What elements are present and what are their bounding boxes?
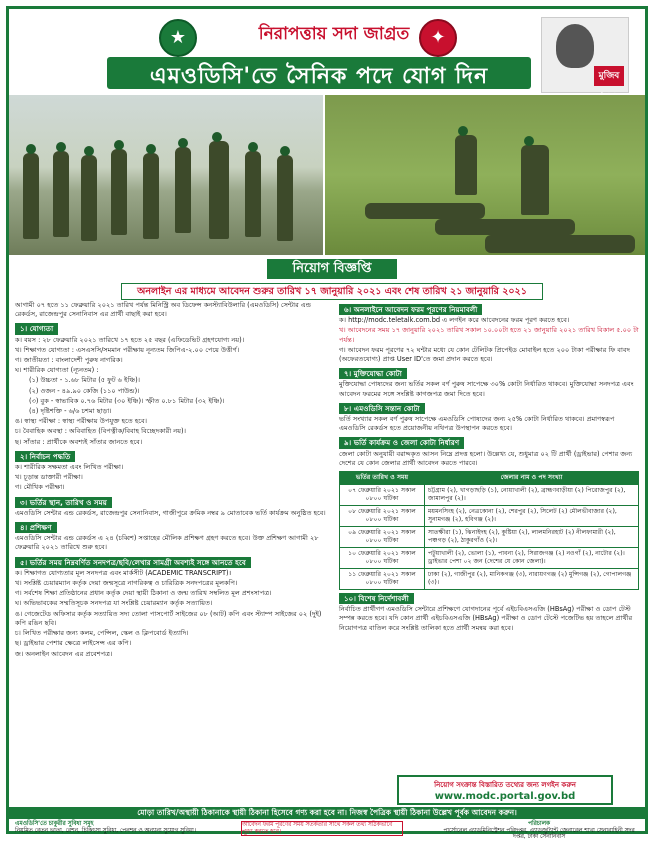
portrait-image: [541, 17, 629, 93]
list-item: (৩) বুক - স্বাভাবিক ০.৭৬ মিটার (৩০ ইঞ্চি)। স্ফীত ০.৮১ মিটার (৩২ ইঞ্চি)।: [29, 396, 225, 405]
table-cell-date: ১১ ফেব্রুয়ারি ২০২১ সকাল ০৮০০ ঘটিকা: [340, 569, 425, 590]
issuer-box: [439, 821, 639, 840]
table-row: [340, 569, 639, 590]
section-text: এমওডিসি সেন্টার এন্ড রেকর্ডস এ ২৪ (চব্বিশ) সপ্তাহের মৌলিক প্রশিক্ষণ গ্রহণ করতে হবে। উক্ত প্রশিক্ষণ আগামী ২৮ ফেব্রুয়ারি ২০২১ তারিখে শুরু হবে।: [15, 534, 319, 552]
list-item: (৪) দৃষ্টিশক্তি - ৬/৬ চশমা ছাড়া।: [29, 407, 112, 416]
prone-soldier-figure: [435, 219, 575, 235]
photo-strip: [9, 95, 645, 255]
table-cell-districts: ঢাকা (২), গাজীপুর (২), মানিকগঞ্জ (৩), নারায়ণগঞ্জ (২) মুন্সিগঞ্জ (২), গোপালগঞ্জ (৩)।: [425, 569, 639, 590]
list-item: ঘ। শারীরিক যোগ্যতা (ন্যূনতম) :: [15, 366, 99, 375]
soldier-figure: [209, 141, 229, 239]
list-item: গ। মৌখিক পরীক্ষা।: [15, 483, 65, 492]
soldier-figure: [23, 153, 39, 239]
mujib-100-badge: মুজিব: [594, 66, 624, 86]
district-quota-table: [339, 471, 639, 590]
section-heading: ১০। বিশেষ নির্দেশাবলী: [339, 593, 414, 604]
list-item: খ। চূড়ান্ত ডাক্তারী পরীক্ষা।: [15, 473, 83, 482]
title-banner: [107, 57, 531, 89]
portal-box: [397, 775, 613, 805]
benefits-text: নিয়মিত বেতন ভাতা, রেশন, চিকিৎসা সুবিধা, পেনশন ও অন্যান্য সুযোগ সুবিধা।: [15, 827, 196, 834]
table-cell-districts: চট্টগ্রাম (২), খাগড়াছড়ি (১), নোয়াখালী (২), ব্রাহ্মণবাড়ীয়া (২) পিরোজপুর (২), জামালপুর (২)।: [425, 485, 639, 506]
intro-text: আগামী ০৭ হতে ১১ ফেব্রুয়ারি ২০২১ তারিখ পর্যন্ত মিনিস্ট্রি অব ডিফেন্স কনস্ট্যাবিউলারি (এমওডিসি) সেন্টার এন্ড রেকর্ডস, রাজেন্দ্রপুর সেনানিবাস এর প্রার্থী বাছাই করা হবে।: [15, 301, 312, 319]
left-column: [15, 301, 329, 660]
table-header: ভর্তির তারিখ ও সময়: [340, 472, 425, 485]
soldier-figure: [455, 135, 477, 195]
table-cell-districts: পটুয়াখালী (২), ভোলা (১), পাবনা (২), সিরাজগঞ্জ (২) নওগাঁ (২), নাটোর (২)। ড্রাইভার পেশা ০২ জন (দেশের যে কোন জেলা)।: [425, 548, 639, 569]
marching-soldiers-photo: [9, 95, 323, 255]
modc-emblem-icon: ✦: [419, 19, 457, 57]
benefits-heading: এমওডিসি'তে চাকুরীর সুবিধা সমূহ: [15, 821, 94, 827]
address-warning-bar: মোড়া তারিখ/অস্থায়ী ঠিকানাকে স্থায়ী ঠিকানা হিসেবে গণ্য করা হবে না। নিজস্ব পৈত্রিক স্থায়ী ঠিকানা উল্লেখ পূর্বক আবেদন করুন।: [9, 807, 645, 819]
section-heading: ১। যোগ্যতা: [15, 323, 58, 334]
list-item: খ। সংশ্লিষ্ট চেয়ারম্যান কর্তৃক দেয়া জন্মসূত্রে নাগরিকত্ব ও চারিত্রিক সনদপত্রের মূলকপি।: [15, 579, 238, 588]
table-cell-districts: ময়মনসিংহ (২), নেত্রকোনা (২), শেরপুর (২), সিলেট (২) মৌলভীবাজার (২), সুনামগঞ্জ (২), হবিগঞ্জ (২)।: [425, 506, 639, 527]
table-cell-districts: সাতক্ষীরা (১), ঝিনাইদহ (২), কুষ্টিয়া (২), লালমনিরহাট (২) নীলফামারী (২), পঞ্চগড় (২), ঠাকুরগাঁও (২)।: [425, 527, 639, 548]
table-cell-date: ০৯ ফেব্রুয়ারি ২০২১ সকাল ০৮০০ ঘটিকা: [340, 527, 425, 548]
issuer-address: পার্সোনেল এ্যাডমিনিস্ট্রেশন পরিদপ্তর, এ্যাডজুট্যান্ট জেনারেল শাখা সেনাবাহিনী সদর দপ্তর, ঢাকা সেনানিবাস: [443, 827, 635, 840]
list-item: গ। আবেদন ফরম পূরণের ৭২ ঘন্টার মধ্যে যে কোন টেলিটক প্রিপেইড মোবাইল হতে ২০০ টাকা পরীক্ষার ফি বাবদ (অফেরতযোগ্য) প্রাপ্ত User ID'তে জমা প্রদান করতে হবে।: [339, 345, 631, 364]
section-text: জেলা কোটা অনুযায়ী বরাদ্দকৃত আসন নিম্নে প্রদত্ত হলো। উল্লেখ্য যে, শুধুমাত্র ০২ টি প্রার্থী (ড্রাইভার) পেশার জন্য দেশের যে কোন জেলার প্রার্থী আবেদন করতে পারবে।: [339, 449, 633, 467]
table-row: [340, 527, 639, 548]
list-item: চ। বৈবাহিক অবস্থা : অবিবাহিত (বিপত্নীক/বিবাহ বিচ্ছেদকারী নয়)।: [15, 427, 186, 436]
list-item: জ। অনলাইন আবেদন এর প্রবেশপত্র।: [15, 649, 113, 658]
issuer-title: পরিচালক: [528, 821, 550, 827]
section-heading: ৪। প্রশিক্ষণ: [15, 522, 57, 533]
list-item: গ। জাতীয়তা : বাংলাদেশী পুরুষ নাগরিক।: [15, 356, 123, 365]
section-text: নির্বাচিত প্রার্থীগণ এমওডিসি সেন্টারে প্রশিক্ষণে যোগদানের পূর্বে এইচবিএসএজি (HBsAg) পরীক্ষা ও ডোপ টেস্ট সম্পন্ন করতে হবে। যদি কোন প্রার্থী এইচবিএসএজি (HBsAg) পরীক্ষা ও ডোপ টেস্টে পজেটিভ হয় তাহলে প্রার্থীর নিয়োগপত্র বাতিল করে সংশ্লিষ্ট তালিকা হতে প্রার্থী সমন্বয় করা হবে।: [339, 605, 633, 632]
section-text: ভর্তি সংখ্যার সকল বর্ণ পুরুষ সাপেক্ষে এমওডিসি পোষ্যদের জন্য ২৫% কোটা নির্ধারিত থাকবে। প্রমাণস্বরূপ এমওডিসি রেকর্ডস হতে প্রয়োজনীয় নথিপত্র উপস্থাপন করতে হবে।: [339, 415, 615, 433]
section-heading: ৮। এমওডিসি সন্তান কোটা: [339, 403, 425, 414]
right-column: [339, 301, 639, 634]
table-cell-date: ১০ ফেব্রুয়ারি ২০২১ সকাল ০৮০০ ঘটিকা: [340, 548, 425, 569]
portrait-face: [556, 24, 594, 68]
application-dates: অনলাইন এর মাধ্যমে আবেদন শুরুর তারিখ ১৭ জানুয়ারি ২০২১ এবং শেষ তারিখ ২১ জানুয়ারি ২০২১: [121, 283, 543, 300]
list-item: চ। লিখিত পরীক্ষার জন্য কলম, পেন্সিল, স্কেল ও ক্লিপবোর্ড ইত্যাদি।: [15, 629, 189, 638]
list-item: ঙ। গেজেটেড অফিসার কর্তৃক সত্যায়িত সদ্য তোলা পাসপোর্ট সাইজের ০৮ (আট) কপি এবং স্ট্যাম্প সাইজের ০২ (দুই) কপি রঙিন ছবি।: [15, 609, 322, 627]
section-heading: ৩। ভর্তির স্থান, তারিখ ও সময়: [15, 497, 112, 508]
list-item: খ। আবেদনের সময় ১৭ জানুয়ারি ২০২১ তারিখ সকাল ১০.০০টা হতে ২১ জানুয়ারি ২০২১ তারিখ বিকাল ৫.০০ টা পর্যন্ত।: [339, 326, 639, 344]
army-emblem-icon: ★: [159, 19, 197, 57]
soldier-figure: [111, 149, 127, 235]
portal-link[interactable]: www.modc.portal.gov.bd: [434, 791, 576, 802]
list-item: ক। শারীরিক সক্ষমতা এবং লিখিত পরীক্ষা।: [15, 463, 124, 472]
motto: নিরাপত্তায় সদা জাগ্রত: [258, 24, 410, 44]
table-row: [340, 506, 639, 527]
list-item: ছ। ড্রাইভার পেশার ক্ষেত্রে লাইসেন্স এর কপি।: [15, 639, 132, 648]
section-text: এমওডিসি সেন্টার এন্ড রেকর্ডস, রাজেন্দ্রপুর সেনানিবাস, গাজীপুরে ক্রমিক নম্বর ৯ মোতাবেক ভর্তি কার্যক্রম অনুষ্ঠিত হবে।: [15, 508, 326, 517]
list-item: ছ। সাঁতার : প্রার্থীকে অবশ্যই সাঁতার জানতে হবে।: [15, 437, 143, 446]
table-cell-date: ০৮ ফেব্রুয়ারি ২০২১ সকাল ০৮০০ ঘটিকা: [340, 506, 425, 527]
list-item: ক। http://modc.teletalk.com.bd এ লগইন করে আবেদনের ফরম পূরণ করতে হবে।: [339, 316, 570, 325]
section-heading: ২। নির্বাচন পদ্ধতি: [15, 451, 75, 462]
prone-soldier-figure: [485, 235, 635, 253]
shooting-practice-photo: [325, 95, 645, 255]
soldier-figure: [53, 151, 69, 237]
table-row: [340, 548, 639, 569]
section-text: মুক্তিযোদ্ধা পোষ্যদের জন্য ভর্তির সকল বর্ণ পুরুষ সাপেক্ষে ৩০% কোটা নির্ধারিত থাকবে। মুক্তিযোদ্ধা সনদপত্র এবং আবেদন ফরমের সঙ্গে সংশ্লিষ্ট কাগজপত্র জমা দিতে হবে।: [339, 380, 634, 398]
list-item: গ। সর্বশেষ শিক্ষা প্রতিষ্ঠানের প্রধান কর্তৃক দেয়া স্থায়ী ঠিকানা ও জন্ম তারিখ সম্বলিত মূল প্রশংসাপত্র।: [15, 589, 272, 598]
prone-soldier-figure: [365, 203, 485, 219]
soldier-figure: [277, 155, 293, 241]
portal-label: নিয়োগ সংক্রান্ত বিস্তারিত তথ্যের জন্য লগইন করুন: [434, 781, 576, 789]
table-header: জেলার নাম ও পদ সংখ্যা: [425, 472, 639, 485]
soldier-figure: [143, 153, 159, 239]
table-cell-date: ০৭ ফেব্রুয়ারি ২০২১ সকাল ০৮০০ ঘটিকা: [340, 485, 425, 506]
benefits-box: [15, 821, 215, 834]
caution-box: আবেদন ফরম পূরণের সময় সতর্কতার সাথে সকল তথ্য সঠিকভাবে পূরণ করতে হবে।: [241, 821, 403, 836]
list-item: খ। শিক্ষাগত যোগ্যতা : এসএসসি/সমমান পরীক্ষায় নূন্যতম জিপিএ-২.০০ পেয়ে উত্তীর্ণ।: [15, 345, 240, 354]
page-title: এমওডিসি'তে সৈনিক পদে যোগ দিন: [149, 64, 489, 89]
list-item: (২) ওজন - ৪৯.৯০ কেজি (১১০ পাউন্ড)।: [29, 386, 140, 395]
recruitment-notice-page: [6, 6, 648, 840]
list-item: ক। বয়স : ২৮ ফেব্রুয়ারি ২০২১ তারিখে ১৭ হতে ২৫ বছর (এফিডেভিট গ্রহণযোগ্য নয়)।: [15, 335, 245, 344]
section-heading: ৬। অনলাইনে আবেদন ফরম পূরণের নিয়মাবলী: [339, 304, 482, 315]
header: [9, 9, 645, 95]
section-heading: ৭। মুক্তিযোদ্ধা কোটা: [339, 368, 407, 379]
table-row: [340, 485, 639, 506]
section-heading: ৯। ভর্তি কার্যক্রম ও জেলা কোটা নির্ধারণ: [339, 437, 464, 448]
list-item: (১) উচ্চতা - ১.৬৮ মিটার (৫ ফুট ৬ ইঞ্চি)।: [29, 376, 141, 385]
list-item: ক। শিক্ষাগত যোগ্যতার মূল সনদপত্র এবং মার্কসীট (ACADEMIC TRANSCRIPT)।: [15, 568, 232, 577]
soldier-figure: [175, 147, 191, 233]
soldier-figure: [81, 155, 97, 241]
notice-heading: নিয়োগ বিজ্ঞপ্তি: [267, 259, 397, 279]
soldier-figure: [521, 145, 549, 215]
list-item: ঙ। স্বাস্থ্য পরীক্ষা : স্বাস্থ্য পরীক্ষায় উপযুক্ত হতে হবে।: [15, 417, 147, 426]
list-item: ঘ। অভিভাবকের সম্মতিসূচক সনদপত্র যা সংশ্লিষ্ট চেয়ারম্যান কর্তৃক সত্যায়িত।: [15, 599, 213, 608]
soldier-figure: [245, 151, 261, 237]
section-heading: ৫। ভর্তির সময় নিম্নবর্ণিত সনদপত্র/ছবি/লেখার সামগ্রী অবশ্যই সঙ্গে আনতে হবে: [15, 557, 251, 568]
